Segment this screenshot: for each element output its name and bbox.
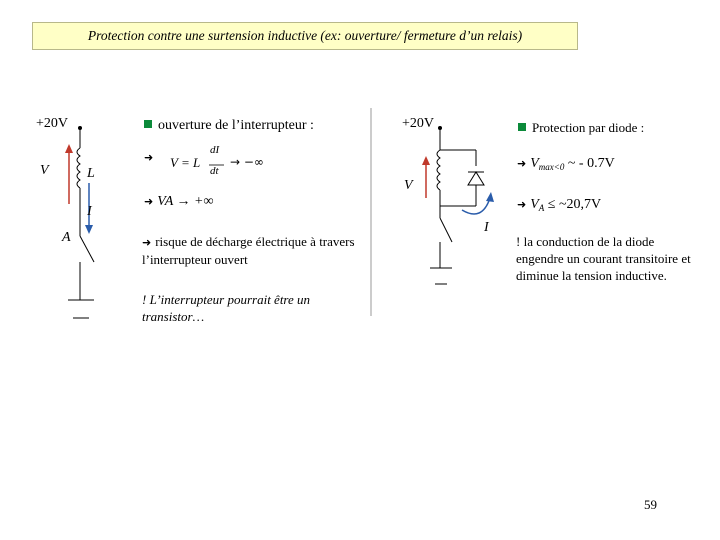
arrow-right-icon: ➜ [144, 195, 154, 208]
bullet-icon [144, 120, 152, 128]
formula-denominator: dt [210, 165, 219, 177]
diode-symbol [468, 172, 484, 185]
protection-heading: Protection par diode : [518, 120, 644, 136]
arrow-right-icon: ➜ [517, 198, 527, 211]
va-limit-line: ➜ $V_A$ ≤ ~20,7V [517, 197, 602, 213]
left-circuit [65, 126, 94, 318]
right-circuit [422, 126, 494, 284]
arrow-right-icon: ➜ [144, 151, 154, 164]
formula-numerator: dI [210, 144, 220, 156]
supply-label-left: +20V [36, 116, 69, 131]
switch-right [440, 218, 452, 242]
diode-conclusion: ! la conduction de la diode engendre un courant transitoire et diminue la tension inductive. [516, 234, 691, 283]
inductor-right [437, 150, 440, 190]
formula-limit: → −∞ [230, 155, 264, 169]
inductor-left [77, 148, 80, 188]
formula-lhs: V = L [170, 155, 201, 170]
va-infinite-line: ➜ VA → +∞ [144, 194, 214, 209]
formula-line [144, 144, 264, 177]
slide-title: Protection contre une surtension inductive (ex: ouverture/ fermeture d’un relais) [32, 22, 578, 50]
opening-heading: ouverture de l’interrupteur : [144, 118, 314, 134]
transistor-note: ! L’interrupteur pourrait être un transistor… [142, 292, 311, 324]
voltage-label-left: V [40, 163, 49, 178]
bullet-icon [518, 123, 526, 131]
current-label-left: I [87, 204, 92, 219]
arrow-right-icon: ➜ [517, 157, 527, 170]
supply-label-right: +20V [402, 116, 435, 131]
inductance-label-left: L [87, 166, 95, 181]
risk-text: ➜ risque de décharge électrique à travers l’interrupteur ouvert [142, 234, 355, 267]
page-number: 59 [644, 497, 657, 512]
arrow-right-icon: ➜ [142, 236, 152, 249]
node-label-a: A [62, 230, 71, 245]
switch-left [80, 236, 94, 262]
current-label-right: I [484, 220, 489, 235]
voltage-label-right: V [404, 178, 413, 193]
vmax-line: ➜ $V_{max<0}$ ~ - 0.7V [517, 156, 615, 172]
